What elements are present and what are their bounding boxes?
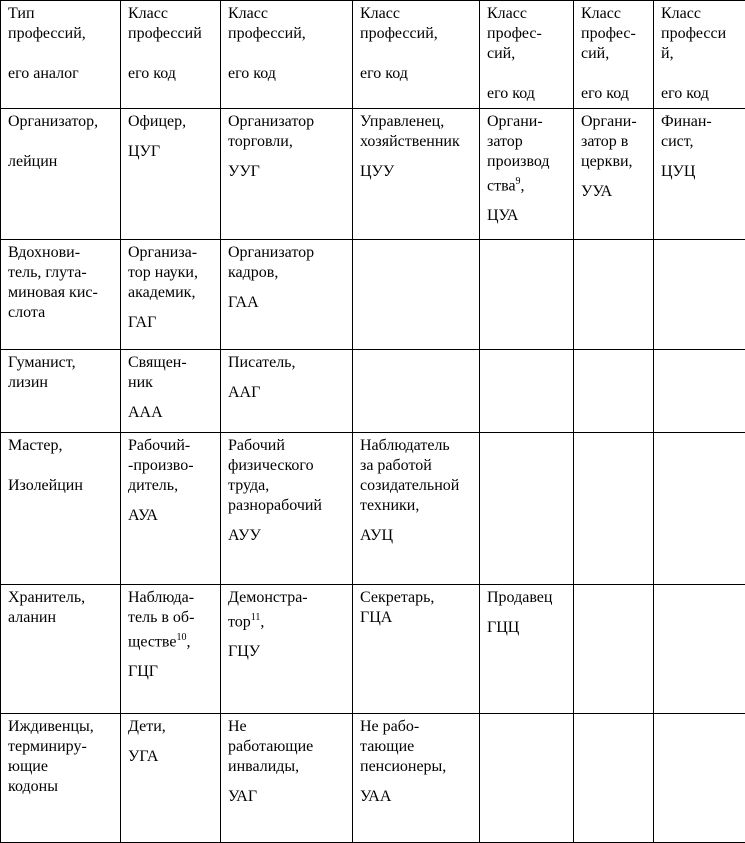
- footnote-ref: 9: [516, 176, 521, 187]
- class-cell: [121, 585, 221, 714]
- profession-code: ЦУУ: [360, 162, 475, 182]
- class-cell: [121, 109, 221, 240]
- class-cell: [654, 350, 745, 433]
- type-cell: [1, 240, 121, 350]
- header-class-label: Класс профес- сий, его код: [581, 4, 649, 104]
- table-row: [1, 714, 745, 843]
- profession-type: Мастер, Изолейцин: [8, 436, 116, 496]
- profession-name: Продавец: [487, 588, 569, 608]
- profession-name: Не работающие инвалиды,: [228, 717, 348, 777]
- table-row: [1, 433, 745, 585]
- class-cell: [480, 714, 574, 843]
- profession-name: Организатор кадров,: [228, 243, 348, 283]
- type-cell: [1, 585, 121, 714]
- profession-code: ГЦУ: [228, 642, 348, 662]
- profession-code: ААА: [128, 403, 216, 423]
- profession-code: АУУ: [228, 526, 348, 546]
- profession-name: Рабочий- -произво- дитель,: [128, 436, 216, 496]
- table-row: [1, 350, 745, 433]
- class-cell: [221, 109, 353, 240]
- class-cell: [654, 585, 745, 714]
- class-cell: [654, 240, 745, 350]
- type-cell: [1, 350, 121, 433]
- profession-code: УУА: [581, 182, 649, 202]
- profession-code: УАА: [360, 787, 475, 807]
- profession-name: Секретарь, ГЦА: [360, 588, 475, 628]
- profession-name: Финан- сист,: [661, 112, 741, 152]
- profession-code: УГА: [128, 747, 216, 767]
- class-cell: [353, 350, 480, 433]
- profession-code: ЦУЦ: [661, 162, 741, 182]
- class-cell: [574, 350, 654, 433]
- header-class-cell: [121, 1, 221, 109]
- class-cell: [353, 585, 480, 714]
- profession-name: Священ- ник: [128, 353, 216, 393]
- profession-name: Офицер,: [128, 112, 216, 132]
- type-cell: [1, 714, 121, 843]
- class-cell: [121, 350, 221, 433]
- profession-code: АУЦ: [360, 526, 475, 546]
- class-cell: [221, 585, 353, 714]
- profession-name: Органи- затор в церкви,: [581, 112, 649, 172]
- profession-code: ААГ: [228, 383, 348, 403]
- profession-code: АУА: [128, 506, 216, 526]
- profession-name: Не рабо- тающие пенсионеры,: [360, 717, 475, 777]
- class-cell: [574, 109, 654, 240]
- class-cell: [654, 109, 745, 240]
- header-class-label: Класс профессий, его код: [360, 4, 475, 84]
- type-cell: [1, 433, 121, 585]
- profession-code: ГАГ: [128, 313, 216, 333]
- header-class-cell: [574, 1, 654, 109]
- class-cell: [353, 714, 480, 843]
- class-cell: [221, 240, 353, 350]
- class-cell: [221, 350, 353, 433]
- profession-code: УАГ: [228, 787, 348, 807]
- profession-type: Иждивенцы, терминиру- ющие кодоны: [8, 717, 116, 797]
- profession-type: Хранитель, аланин: [8, 588, 116, 628]
- class-cell: [221, 714, 353, 843]
- header-class-cell: [353, 1, 480, 109]
- class-cell: [574, 433, 654, 585]
- profession-name: Организа- тор науки, академик,: [128, 243, 216, 303]
- header-class-cell: [480, 1, 574, 109]
- header-class-label: Класс профес- сий, его код: [487, 4, 569, 104]
- class-cell: [353, 433, 480, 585]
- profession-name: Рабочий физического труда, разнорабочий: [228, 436, 348, 516]
- class-cell: [121, 714, 221, 843]
- profession-name: Организатор торговли,: [228, 112, 348, 152]
- table-row: [1, 109, 745, 240]
- class-cell: [574, 714, 654, 843]
- class-cell: [121, 240, 221, 350]
- profession-name: Демонстра- тор$^{11}$,: [228, 588, 348, 632]
- profession-name: Наблюда- тель в об- ществе$^{10}$,: [128, 588, 216, 652]
- header-class-cell: [221, 1, 353, 109]
- header-class-cell: [654, 1, 745, 109]
- class-cell: [121, 433, 221, 585]
- class-cell: [654, 433, 745, 585]
- class-cell: [574, 240, 654, 350]
- class-cell: [480, 350, 574, 433]
- profession-code: УУГ: [228, 162, 348, 182]
- header-class-label: Класс профессий, его код: [228, 4, 348, 84]
- class-cell: [353, 240, 480, 350]
- class-cell: [353, 109, 480, 240]
- profession-code: ЦУГ: [128, 142, 216, 162]
- profession-type: Гуманист, лизин: [8, 353, 116, 393]
- footnote-ref: 11: [251, 612, 261, 623]
- profession-name: Наблюдатель за работой созидательной техники,: [360, 436, 475, 516]
- class-cell: [480, 585, 574, 714]
- table-row: [1, 240, 745, 350]
- profession-name: Писатель,: [228, 353, 348, 373]
- profession-name: Дети,: [128, 717, 216, 737]
- type-cell: [1, 109, 121, 240]
- profession-code: ГАА: [228, 293, 348, 313]
- header-type-label: Тип профессий, его аналог: [8, 4, 116, 84]
- header-class-label: Класс профессий его код: [128, 4, 216, 84]
- profession-code: ЦУА: [487, 206, 569, 226]
- class-cell: [654, 714, 745, 843]
- header-row: [1, 1, 745, 109]
- profession-type: Организатор, лейцин: [8, 112, 116, 172]
- class-cell: [480, 109, 574, 240]
- profession-type: Вдохнови- тель, глута- миновая кис- слота: [8, 243, 116, 323]
- class-cell: [480, 433, 574, 585]
- header-type-cell: [1, 1, 121, 109]
- header-class-label: Класс професси й, его код: [661, 4, 741, 104]
- class-cell: [480, 240, 574, 350]
- class-cell: [221, 433, 353, 585]
- footnote-ref: 10: [176, 632, 186, 643]
- profession-code: ГЦЦ: [487, 618, 569, 638]
- profession-name: Органи- затор производ ства$^9$,: [487, 112, 569, 196]
- profession-code: ГЦГ: [128, 662, 216, 682]
- table-row: [1, 585, 745, 714]
- class-cell: [574, 585, 654, 714]
- profession-name: Управленец, хозяйственник: [360, 112, 475, 152]
